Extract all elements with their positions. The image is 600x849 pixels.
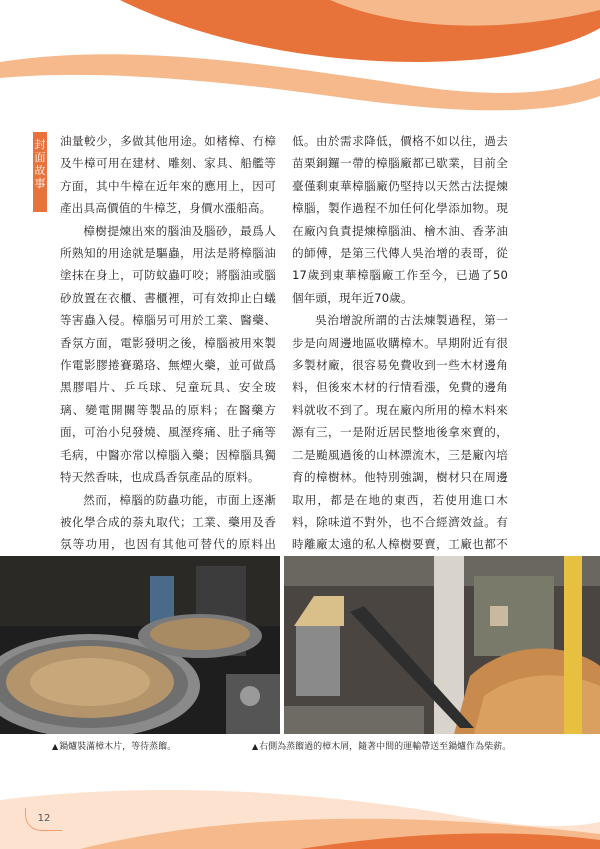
photo-boiler-wood-chips [0,556,280,734]
header-swoosh-decoration [0,0,600,120]
article-column-right [292,130,508,623]
paragraph: 吳治增說所謂的古法煉製過程，第一步是向周邊地區收購樟木。早期附近有很多製材廠，很容易免費收到一些木材邊角料，但後來木材的行情看漲，免費的邊角料就收不到了。現在廠內所用的樟木料來源有三，一是附近居民整地後拿來賣的，二是颱風過後的山林漂流木，三是廠內培育的樟樹林。他特別強調，樹材只在周邊取用，都是在地的東西，若使用進口木料，除味道不對外，也不合經濟效益。有時離廠太遠的私人樟樹要賣，工廠也都不 [292,313,508,552]
page-number: 12 [25,808,62,831]
paragraph: 然而，樟腦的防蟲功能，市面上逐漸被化學合成的萘丸取代；工業、藥用及香氛等功用，也因有其他可替代的原料出 [60,492,276,552]
article-column-left [60,130,276,578]
photo-caption-right: ▲右側為蒸餾過的樟木屑，隨著中間的運輸帶送至鍋爐作為柴薪。 [252,742,512,752]
paragraph: 油量較少，多做其他用途。如楮樟、冇樟及牛樟可用在建材、雕刻、家具、船艦等方面，其中牛樟在近年來的應用上，因可產出具高價值的牛樟芝，身價水漲船高。 [60,134,276,216]
photo-caption-left: ▲鍋爐裝滿樟木片，等待蒸餾。 [52,742,177,752]
paragraph: 低。由於需求降低，價格不如以往，過去苗栗銅鑼一帶的樟腦廠都已歇業，目前全臺僅剩東華樟腦廠仍堅持以天然古法提煉樟腦，製作過程不加任何化學添加物。現在廠內負責提煉樟腦油、檜木油、香茅油的師傅，是第三代傳人吳治增的表哥，從17歲到東華樟腦廠工作至今，已過了50個年頭，現年近70歲。 [292,134,508,305]
paragraph: 樟樹提煉出來的腦油及腦砂，最爲人所熟知的用途就是驅蟲，用法是將樟腦油塗抹在身上，可防蚊蟲叮咬；將腦油或腦砂放置在衣櫃、書櫃裡，可有效抑止白蟻等害蟲入侵。樟腦另可用於工業、醫藥、香氛方面，電影發明之後，樟腦被用來製作電影膠捲賽璐珞、無煙火藥，並可做爲黑膠唱片、乒乓球、兒童玩具、安全玻璃、變電開關等製品的原料；在醫藥方面，可治小兒發燒、風溼疼痛、肚子痛等毛病，中醫亦常以樟腦入藥；因樟腦具獨特天然香味，也成爲香氛產品的原料。 [60,223,276,485]
photo-conveyor-wood-chips [284,556,600,734]
section-tab-cover-story: 封 面 故 事 [33,132,47,212]
footer-swoosh-decoration [0,770,600,849]
